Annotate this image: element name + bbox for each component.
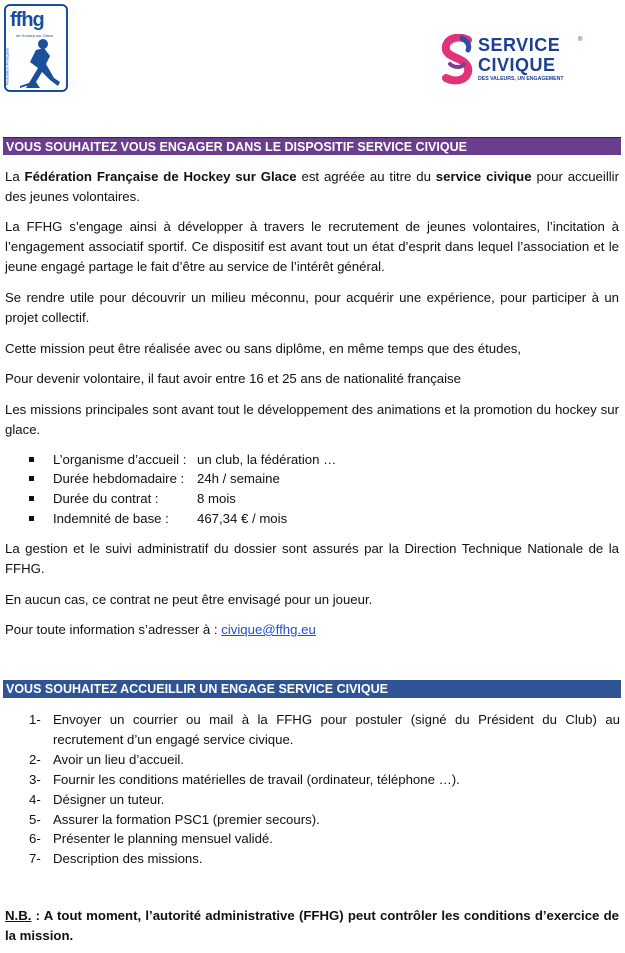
engagement-paragraph: La FFHG s’engage ainsi à développer à travers le recrutement de jeunes volontaires, l’incitation à l’engagement associatif sportif. Ce dispositif est avant tout un état d’esprit dans lequel l’association et le jeune engagé partage le fait d’être au service de l’intérêt général. [5,219,619,274]
contact-label: Pour toute information s’adresser à : [5,622,222,637]
diploma-paragraph: Cette mission peut être réalisée avec ou sans diplôme, en même temps que des études, [5,341,522,356]
nota-bene [5,906,619,946]
ffhg-logo [4,4,68,92]
step-number: 1- [29,712,41,727]
bullet-label: Durée hebdomadaire : [53,471,185,486]
contact-paragraph [5,620,619,640]
intro-paragraph [5,167,619,207]
step-number: 2- [29,752,41,767]
purpose-paragraph: Se rendre utile pour découvrir un milieu méconnu, pour acquérir une expérience, pour participer à un projet collectif. [5,290,619,325]
step-text: Description des missions. [53,851,203,866]
bullet-square-icon [29,496,34,501]
bullet-label: Durée du contrat : [53,491,159,506]
bullet-square-icon [29,476,34,481]
step-number: 6- [29,831,41,846]
service-civique-term: service civique [435,169,532,184]
service-civique-slogan: DES VALEURS, UN ENGAGEMENT [478,76,564,82]
step-text: Désigner un tuteur. [53,792,165,807]
bullet-square-icon [29,457,34,462]
step-text: Présenter le planning mensuel validé. [53,831,273,846]
intro-text-a: La [5,169,25,184]
section-engager-heading: VOUS SOUHAITEZ VOUS ENGAGER DANS LE DISPOSITIF SERVICE CIVIQUE [3,137,621,155]
contact-email-link[interactable]: civique@ffhg.eu [221,622,316,637]
nota-bene-label: N.B. [5,908,32,923]
step-text: Fournir les conditions matérielles de travail (ordinateur, téléphone …). [53,772,460,787]
step-text: Assurer la formation PSC1 (premier secours). [53,812,320,827]
ffhg-wordmark: ffhg [10,9,44,31]
ffhg-vertical-text: Fédération Française [4,47,10,86]
gestion-paragraph: La gestion et le suivi administratif du dossier sont assurés par la Direction Technique Nationale de la FFHG. [5,541,619,576]
bullet-square-icon [29,516,34,521]
service-civique-logo [438,32,588,90]
intro-text-c: est agréée au titre du [296,169,436,184]
step-text: Envoyer un courrier ou mail à la FFHG pour postuler (signé du Président du Club) au recrutement d’un engagé service civique. [53,712,620,747]
step-number: 4- [29,792,41,807]
step-number: 5- [29,812,41,827]
bullet-label: Indemnité de base : [53,511,169,526]
service-civique-s-icon [440,34,476,86]
bullet-value: 24h / semaine [197,471,280,486]
step-number: 7- [29,851,41,866]
service-civique-word-service: SERVICE [478,35,561,55]
nota-bene-text: : A tout moment, l’autorité administrative (FFHG) peut contrôler les conditions d’exercice de la mission. [5,908,619,943]
registered-mark: ® [578,37,583,43]
service-civique-word-civique: CIVIQUE [478,55,556,75]
joueur-paragraph: En aucun cas, ce contrat ne peut être envisagé pour un joueur. [5,592,373,607]
step-number: 3- [29,772,41,787]
bullet-value: un club, la fédération … [197,452,337,467]
section-accueillir-heading: VOUS SOUHAITEZ ACCUEILLIR UN ENGAGE SERVICE CIVIQUE [3,680,621,698]
intro-text-e: pour accueillir des jeunes volontaires. [5,169,620,204]
age-paragraph: Pour devenir volontaire, il faut avoir entre 16 et 25 ans de nationalité française [5,371,461,386]
step-text: Avoir un lieu d’accueil. [53,752,184,767]
missions-paragraph: Les missions principales sont avant tout le développement des animations et la promotion du hockey sur glace. [5,402,619,437]
ffhg-subtitle: de Hockey sur Glace [16,33,54,38]
bullet-value: 467,34 € / mois [197,511,288,526]
federation-name: Fédération Française de Hockey sur Glace [24,169,297,184]
bullet-label: L’organisme d’accueil : [53,452,187,467]
bullet-value: 8 mois [197,491,236,506]
hockey-player-icon [16,38,64,90]
